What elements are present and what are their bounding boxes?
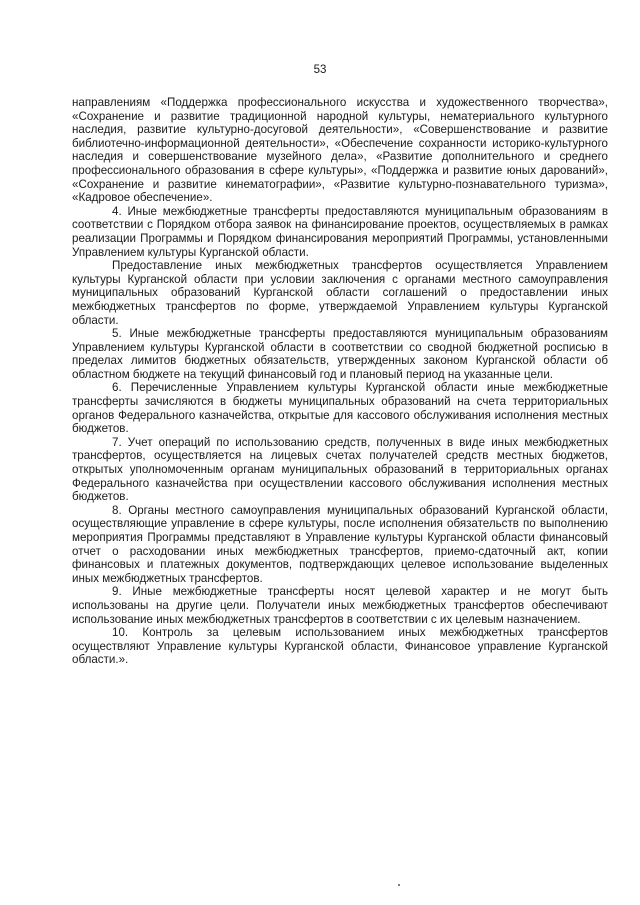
paragraph-item-7: 7. Учет операций по использованию средств, полученных в виде иных межбюджетных трансфертов, осуществляется на лицевых счетах получателей средств местных бюджетов, открытых уполномоченным органам муниципальных образований в территориальных органах Федерального казначейства при осуществлении кассового обслуживания исполнения местных бюджетов.: [72, 435, 608, 504]
paragraph-item-5: 5. Иные межбюджетные трансферты предоставляются муниципальным образованиям Управлением культуры Курганской области в соответствии со сводной бюджетной росписью в пределах лимитов бюджетных обязательств, утвержденных законом Курганской области об областном бюджете на текущий финансовый год и плановый период на указанные цели.: [72, 327, 608, 381]
paragraph-item-8: 8. Органы местного самоуправления муниципальных образований Курганской области, осуществляющие управление в сфере культуры, после исполнения обязательств по выполнению мероприятия Программы представляют в Управление культуры Курганской области финансовый отчет о расходовании иных межбюджетных трансфертов, приемо-сдаточный акт, копии финансовых и платежных документов, подтверждающих целевое использование выделенных иных межбюджетных трансфертов.: [72, 503, 608, 585]
page-number: 53: [313, 64, 327, 76]
scan-speck: [398, 884, 400, 886]
paragraph-item-9: 9. Иные межбюджетные трансферты носят целевой характер и не могут быть использованы на другие цели. Получатели иных межбюджетных трансфертов обеспечивают использование иных межбюджетных трансфертов в соответствии с их целевым назначением.: [72, 585, 608, 626]
paragraph-item-10: 10. Контроль за целевым использованием иных межбюджетных трансфертов осуществляют Управление культуры Курганской области, Финансовое управление Курганской области.».: [72, 626, 608, 667]
paragraph-provision: Предоставление иных межбюджетных трансфертов осуществляется Управлением культуры Курганской области при условии заключения с органами местного самоуправления муниципальных образований Курганской области соглашений о предоставлении иных межбюджетных трансфертов по форме, утверждаемой Управлением культуры Курганской области.: [72, 259, 608, 327]
paragraph-item-4: 4. Иные межбюджетные трансферты предоставляются муниципальным образованиям в соответствии с Порядком отбора заявок на финансирование проектов, осуществляемых в рамках реализации Программы и Порядком финансирования мероприятий Программы, установленными Управлением культуры Курганской области.: [72, 204, 608, 259]
document-body: [72, 96, 608, 667]
paragraph-item-6: 6. Перечисленные Управлением культуры Курганской области иные межбюджетные трансферты зачисляются в бюджеты муниципальных образований на счета территориальных органов Федерального казначейства, открытые для кассового обслуживания исполнения местных бюджетов.: [72, 381, 608, 436]
paragraph-continuation: направлениям «Поддержка профессионального искусства и художественного творчества», «Сохранение и развитие традиционной народной культуры, нематериального культурного наследия, развитие культурно-досуговой деятельности», «Совершенствование и развитие библиотечно-информационной деятельности», «Обеспечение сохранности историко-культурного наследия и совершенствование музейного дела», «Развитие дополнительного и среднего профессионального образования в сфере культуры», «Поддержка и развитие юных дарований», «Сохранение и развитие кинематографии», «Развитие культурно-познавательного туризма», «Кадровое обеспечение».: [72, 96, 608, 205]
